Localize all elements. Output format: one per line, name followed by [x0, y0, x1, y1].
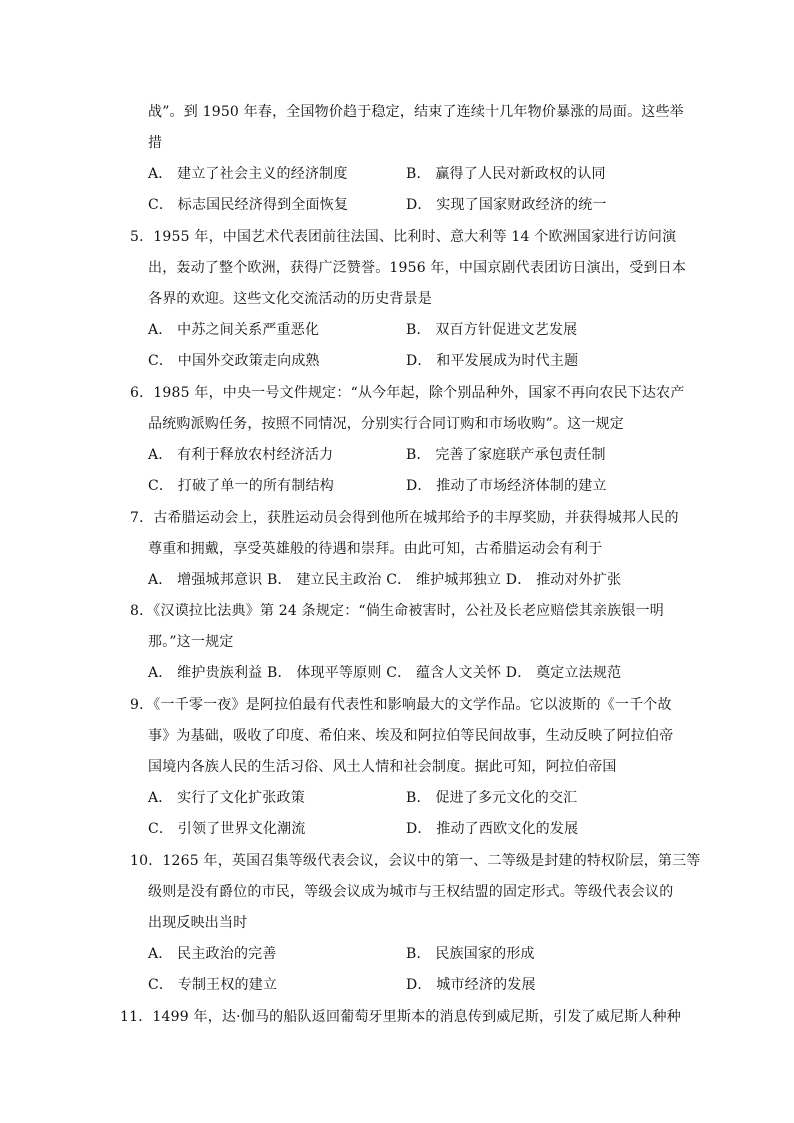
question-5-option-d[interactable]: D． 和平发展成为时代主题 [406, 353, 579, 369]
question-10-line-1: 10．1265 年，英国召集等级代表会议，会议中的第一、二等级是封建的特权阶层，第三等 [130, 853, 701, 869]
question-7-line-2: 尊重和拥戴，享受英雄般的待遇和崇拜。由此可知，古希腊运动会有利于 [148, 541, 603, 557]
question-9-option-a[interactable]: A． 实行了文化扩张政策 [148, 790, 305, 806]
question-9-line-2: 事》为基础，吸收了印度、希伯来、埃及和阿拉伯等民间故事，生动反映了阿拉伯帝 [148, 728, 674, 744]
question-5-line-1: 5．1955 年，中国艺术代表团前往法国、比利时、意大利等 14 个欧洲国家进行访问演 [130, 229, 677, 245]
question-6-option-a[interactable]: A． 有利于释放农村经济活力 [148, 447, 334, 463]
question-8-options[interactable]: A． 维护贵族利益 B． 体现平等原则 C． 蕴含人文关怀 D． 奠定立法规范 [148, 665, 622, 681]
question-10-option-c[interactable]: C． 专制王权的建立 [148, 977, 278, 993]
question-11-line-1: 11．1499 年，达·伽马的船队返回葡萄牙里斯本的消息传到威尼斯，引发了威尼斯人种种 [120, 1009, 681, 1025]
question-7-line-1: 7．古希腊运动会上，获胜运动员会得到他所在城邦给予的丰厚奖励，并获得城邦人民的 [130, 510, 679, 526]
question-9-option-b[interactable]: B． 促进了多元文化的交汇 [406, 790, 578, 806]
question-9-option-c[interactable]: C． 引领了世界文化潮流 [148, 821, 306, 837]
question-4-line-1: 战”。到 1950 年春，全国物价趋于稳定，结束了连续十几年物价暴涨的局面。这些举 [148, 104, 684, 120]
question-5-option-a[interactable]: A． 中苏之间关系严重恶化 [148, 322, 320, 338]
question-10-option-b[interactable]: B． 民族国家的形成 [406, 946, 535, 962]
question-4-option-b[interactable]: B． 赢得了人民对新政权的认同 [406, 166, 606, 182]
question-10-line-3: 出现反映出当时 [148, 915, 248, 931]
question-8-line-2: 那。”这一规定 [148, 634, 234, 650]
question-5-line-2: 出，轰动了整个欧洲，获得广泛赞誉。1956 年，中国京剧代表团访日演出，受到日本 [148, 260, 687, 276]
question-10-option-a[interactable]: A． 民主政治的完善 [148, 946, 277, 962]
question-5-line-3: 各界的欢迎。这些文化交流活动的历史背景是 [148, 291, 432, 307]
question-4-option-c[interactable]: C． 标志国民经济得到全面恢复 [148, 197, 349, 213]
question-4-option-d[interactable]: D． 实现了国家财政经济的统一 [406, 197, 607, 213]
question-9-line-1: 9．《一千零一夜》是阿拉伯最有代表性和影响最大的文学作品。它以波斯的《一千个故 [130, 697, 672, 713]
question-4-line-2: 措 [148, 135, 163, 151]
question-4-option-a[interactable]: A． 建立了社会主义的经济制度 [148, 166, 348, 182]
question-9-line-3: 国境内各族人民的生活习俗、风土人情和社会制度。据此可知，阿拉伯帝国 [148, 759, 617, 775]
question-6-option-c[interactable]: C． 打破了单一的所有制结构 [148, 478, 334, 494]
question-7-options[interactable]: A． 增强城邦意识 B． 建立民主政治 C． 维护城邦独立 D． 推动对外扩张 [148, 572, 622, 588]
question-9-option-d[interactable]: D． 推动了西欧文化的发展 [406, 821, 579, 837]
question-6-option-d[interactable]: D． 推动了市场经济体制的建立 [406, 478, 607, 494]
question-10-option-d[interactable]: D． 城市经济的发展 [406, 977, 536, 993]
question-10-line-2: 级则是没有爵位的市民，等级会议成为城市与王权结盟的固定形式。等级代表会议的 [148, 884, 674, 900]
question-5-option-b[interactable]: B． 双百方针促进文艺发展 [406, 322, 578, 338]
question-6-option-b[interactable]: B． 完善了家庭联产承包责任制 [406, 447, 606, 463]
question-6-line-2: 品统购派购任务，按照不同情况，分别实行合同订购和市场收购”。这一规定 [148, 416, 624, 432]
question-5-option-c[interactable]: C． 中国外交政策走向成熟 [148, 353, 320, 369]
question-6-line-1: 6．1985 年，中央一号文件规定：“从今年起，除个别品种外，国家不再向农民下达农产 [130, 385, 685, 401]
question-8-line-1: 8．《汉谟拉比法典》第 24 条规定：“倘生命被害时，公社及长老应赔偿其亲族银一明 [130, 603, 664, 619]
